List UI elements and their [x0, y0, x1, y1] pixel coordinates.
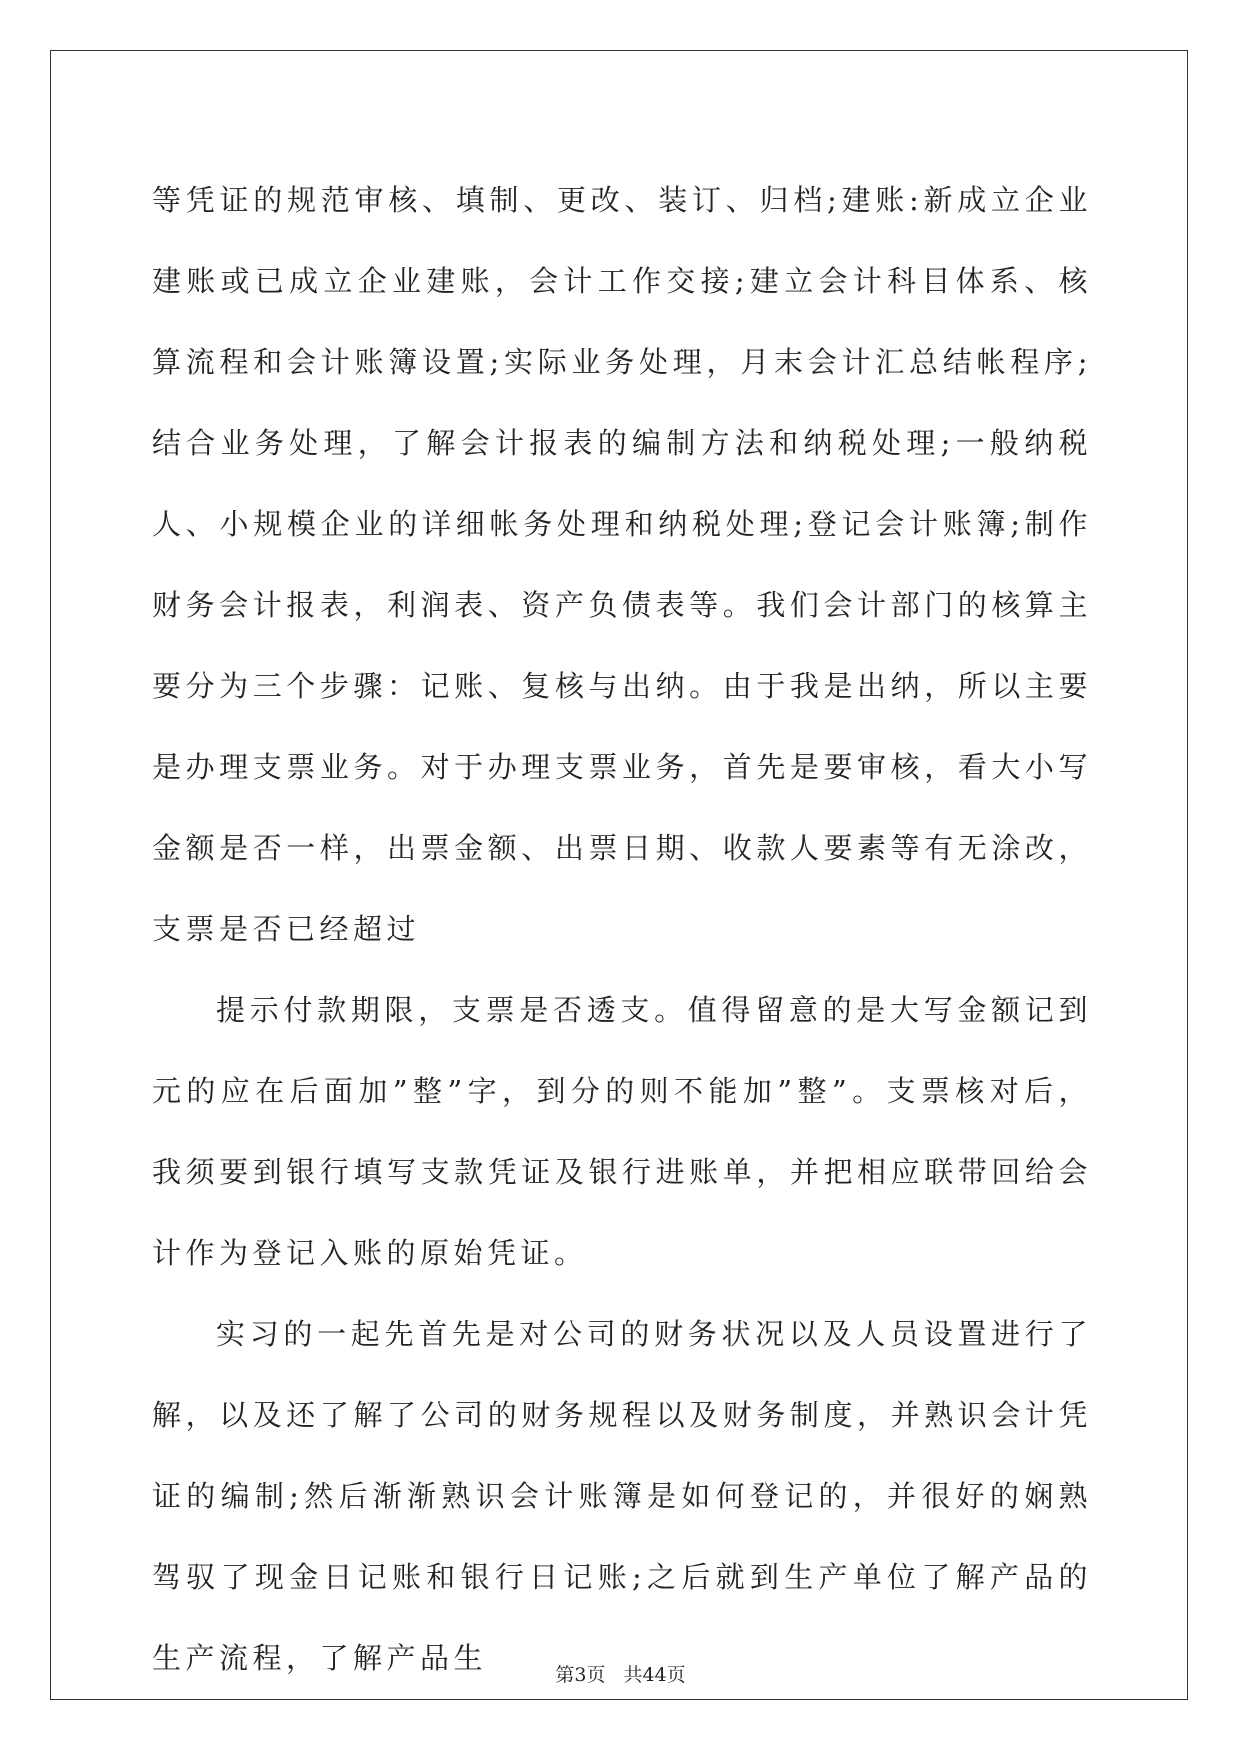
page-total: 共44页	[623, 1664, 686, 1686]
paragraph-1: 等凭证的规范审核、填制、更改、装订、归档;建账:新成立企业建账或已成立企业建账，会计工作交接;建立会计科目体系、核算流程和会计账簿设置;实际业务处理，月末会计汇总结帐程序;结合业务处理，了解会计报表的编制方法和纳税处理;一般纳税人、小规模企业的详细帐务处理和纳税处理;登记会计账簿;制作财务会计报表，利润表、资产负债表等。我们会计部门的核算主要分为三个步骤：记账、复核与出纳。由于我是出纳，所以主要是办理支票业务。对于办理支票业务，首先是要审核，看大小写金额是否一样，出票金额、出票日期、收款人要素等有无涂改，支票是否已经超过	[152, 183, 1092, 946]
page-footer	[0, 1660, 1241, 1687]
paragraph-3: 实习的一起先首先是对公司的财务状况以及人员设置进行了解，以及还了解了公司的财务规程以及财务制度，并熟识会计凭证的编制;然后渐渐熟识会计账簿是如何登记的，并很好的娴熟驾驭了现金日记账和银行日记账;之后就到生产单位了解产品的生产流程，了解产品生	[152, 1317, 1092, 1675]
page-number: 第3页	[555, 1664, 606, 1686]
document-body	[152, 160, 1092, 1699]
paragraph-2: 提示付款期限，支票是否透支。值得留意的是大写金额记到元的应在后面加”整”字，到分的则不能加”整”。支票核对后，我须要到银行填写支款凭证及银行进账单，并把相应联带回给会计作为登记入账的原始凭证。	[152, 993, 1092, 1270]
